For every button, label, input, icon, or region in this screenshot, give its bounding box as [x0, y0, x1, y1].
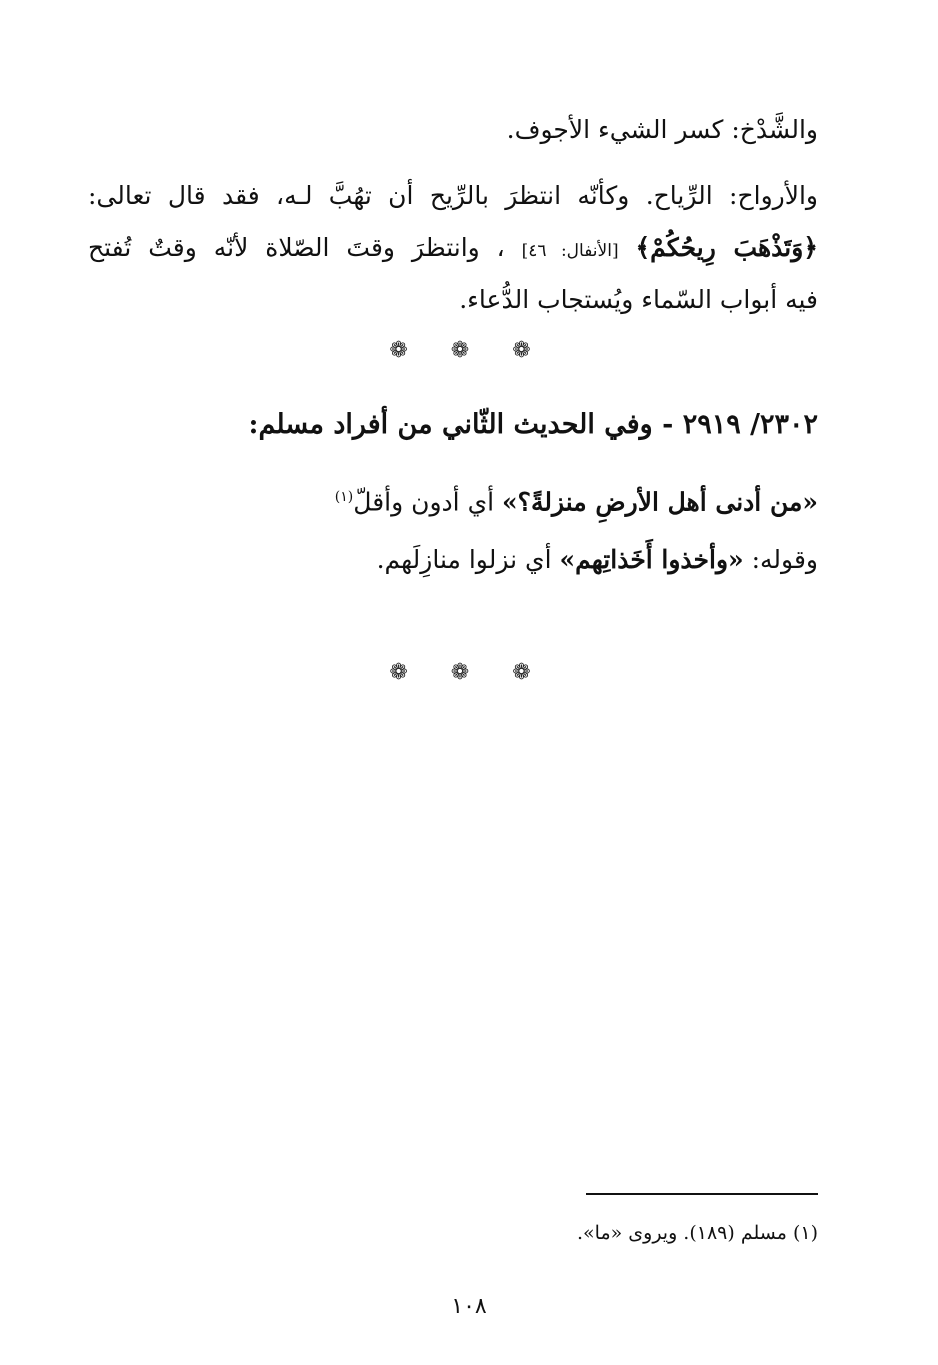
definition-line: والشَّدْخ: كسر الشيء الأجوف. [506, 115, 818, 144]
hadith-explanation-1: أي أدون وأقلّ [353, 487, 503, 517]
footnote-rule [586, 1193, 818, 1195]
hadith-explanation-2: أي نزلوا منازِلَهم. [376, 545, 560, 574]
hadith-quote-line-1 [335, 477, 818, 522]
page-number: ١٠٨ [451, 1294, 487, 1319]
paragraph-line-2 [88, 228, 818, 271]
quran-reference: [الأنفال: ٤٦] [521, 241, 619, 261]
paragraph-line-3: فيه أبواب السّماء ويُستجاب الدُّعاء. [459, 285, 818, 314]
section-separator: ❁ ❁ ❁ [389, 338, 549, 363]
footnote-text: (١) مسلم (١٨٩). ويروى «ما». [576, 1222, 818, 1244]
hadith-quote-2: «وأخذوا أَخَذاتِهم» [559, 545, 744, 574]
paragraph-line-1: والأرواح: الرِّياح. وكأنّه انتظرَ بالرِّيح أن تهُبَّ لـه، فقد قال تعالى: [88, 181, 818, 210]
hadith-heading: ٢٣٠٢/ ٢٩١٩ - وفي الحديث الثّاني من أفراد مسلم: [248, 409, 818, 440]
paragraph-line-2-rest: ، وانتظرَ وقتَ الصّلاة لأنّه وقتٌ تُفتح [88, 233, 505, 262]
hadith-prefix-2: وقوله: [743, 545, 818, 574]
section-separator-2: ❁ ❁ ❁ [389, 660, 549, 685]
hadith-quote-1: «من أدنى أهل الأرضِ منزلةً؟» [502, 487, 818, 517]
quran-quote: ﴿وَتَذْهَبَ رِيحُكُمْ﴾ [635, 233, 818, 262]
footnote-marker: (١) [334, 489, 354, 505]
hadith-quote-line-2 [377, 540, 818, 580]
